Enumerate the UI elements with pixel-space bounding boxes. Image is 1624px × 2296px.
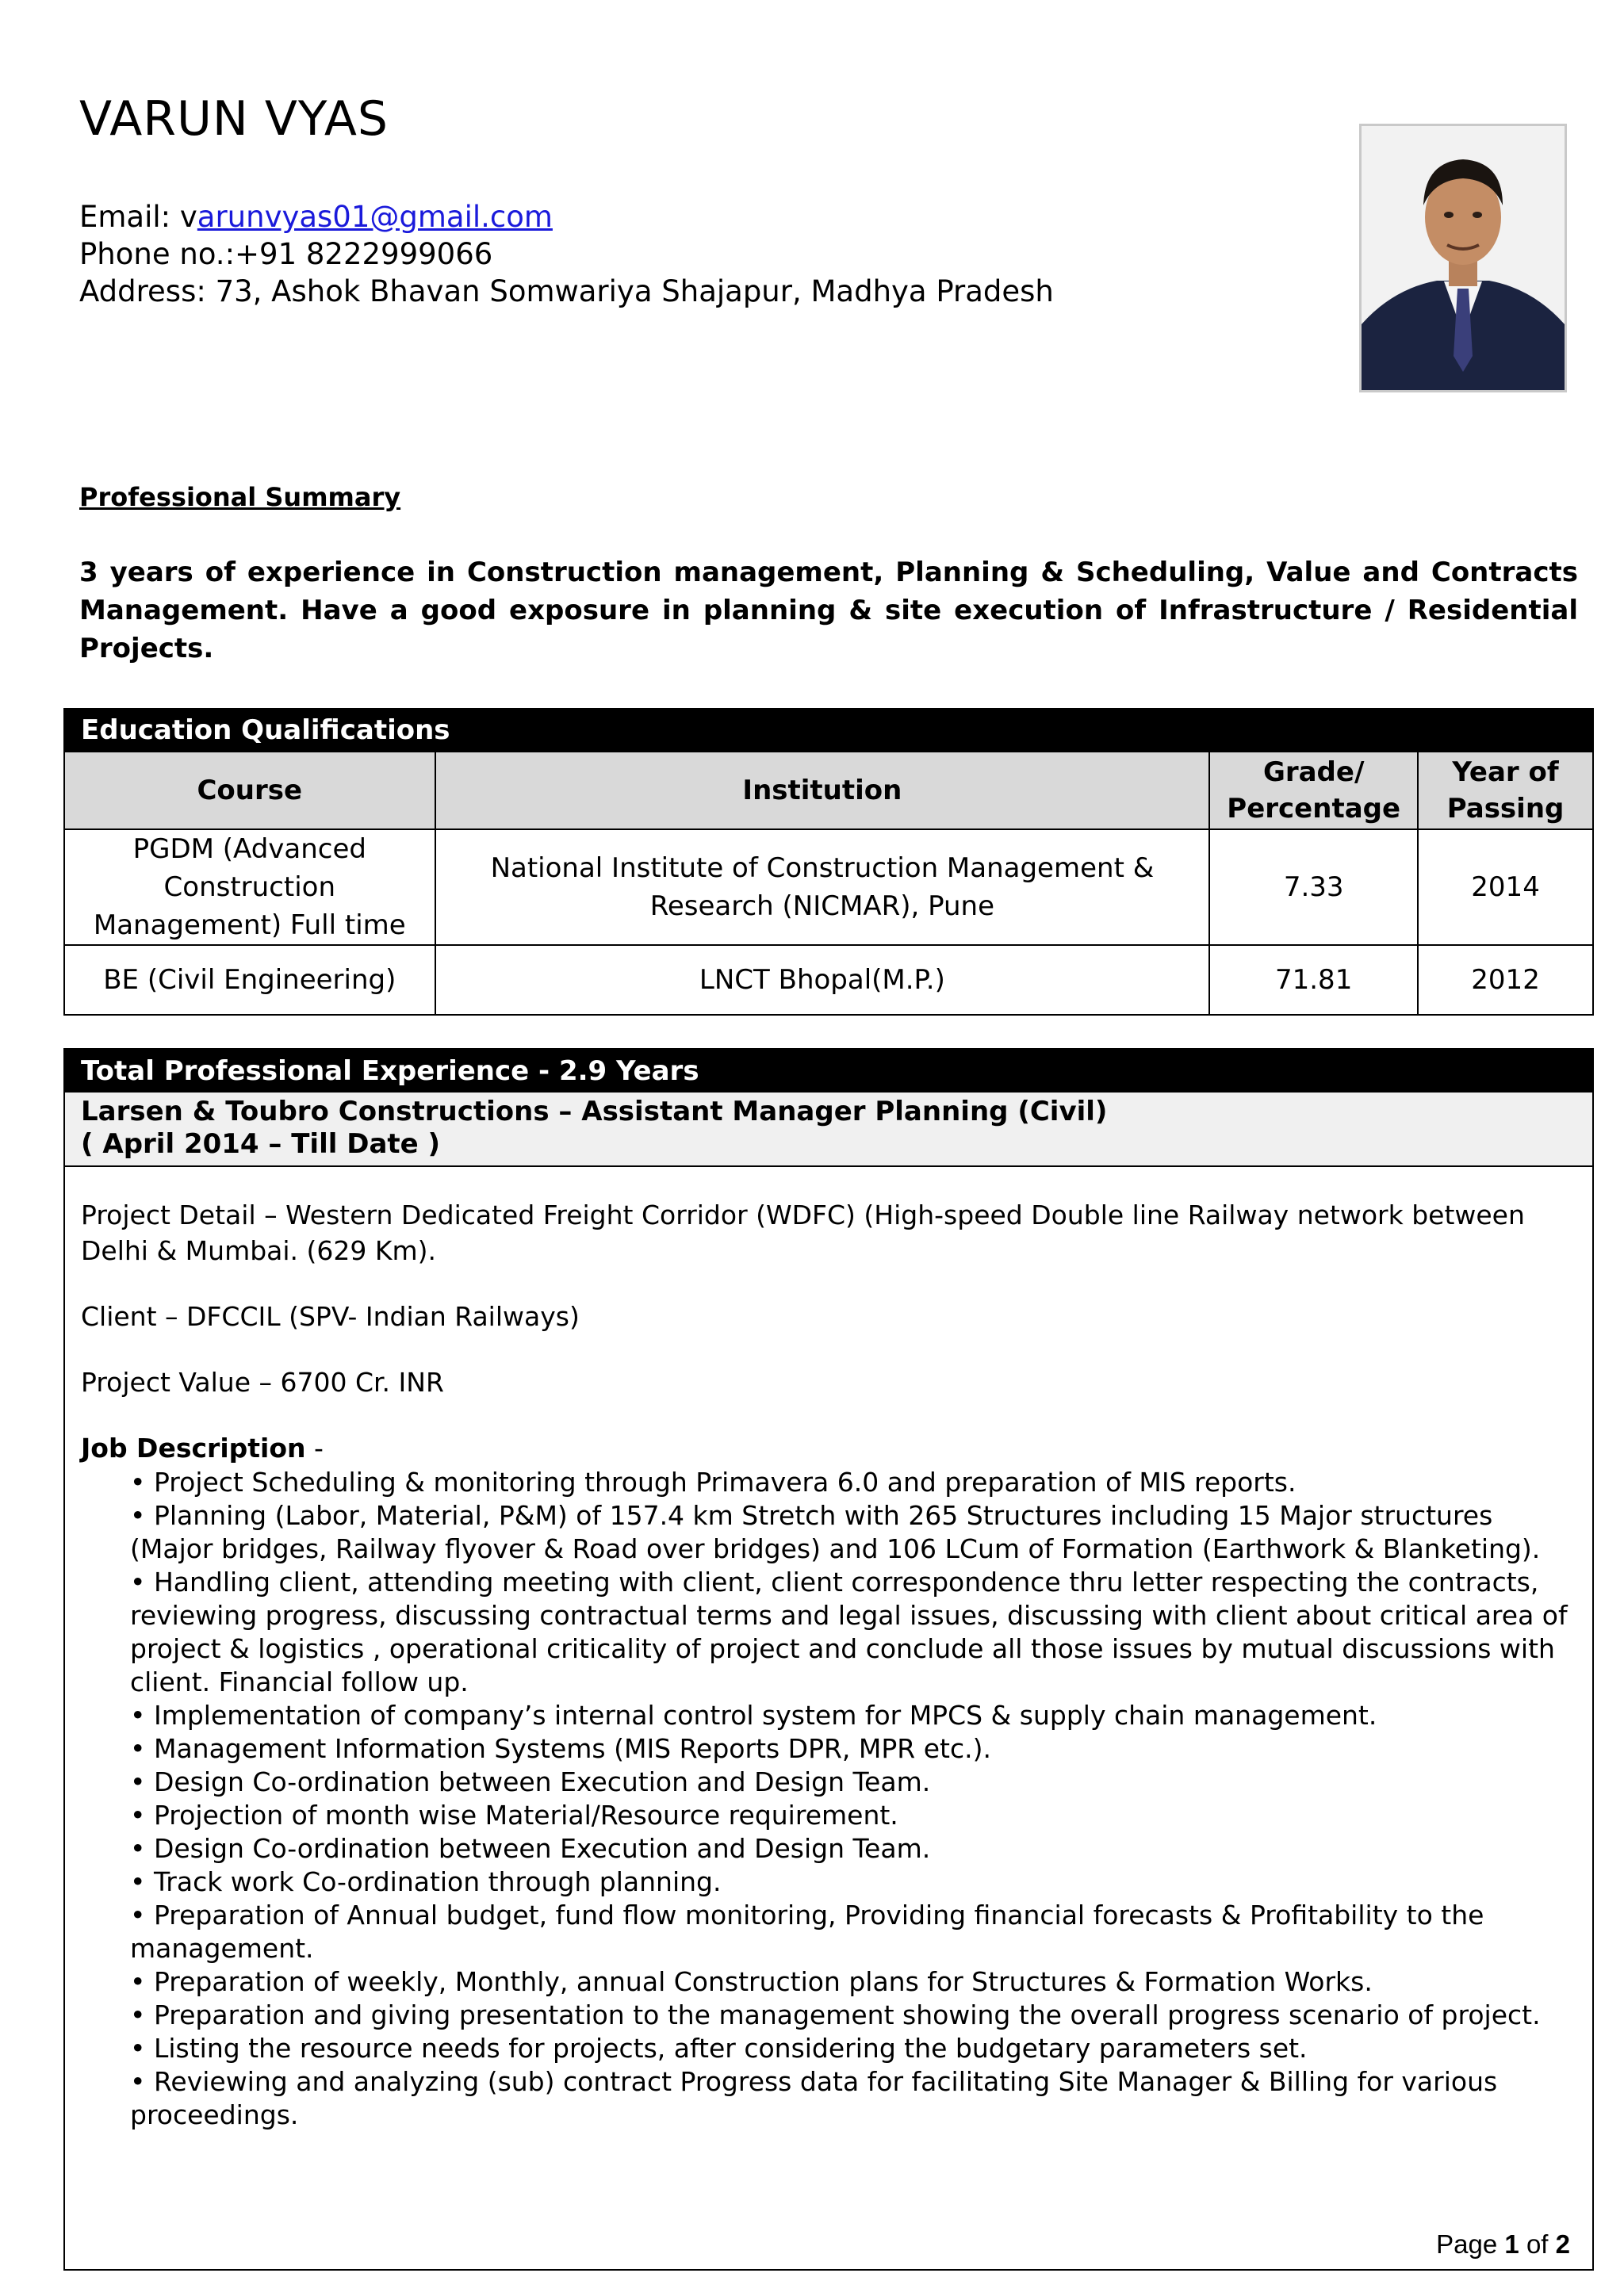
phone-line: Phone no.:+91 8222999066 — [79, 237, 493, 271]
institution-cell: National Institute of Construction Management & Research (NICMAR), Pune — [435, 829, 1210, 945]
list-item: • Track work Co-ordination through planning. — [130, 1866, 1576, 1899]
list-item: • Listing the resource needs for projects, after considering the budgetary parameters set. — [130, 2032, 1576, 2065]
education-table — [63, 708, 1594, 1016]
course-cell: PGDM (Advanced Construction Management) Full time — [64, 829, 435, 945]
experience-role — [65, 1093, 1592, 1167]
contact-block — [79, 198, 1054, 310]
project-value: Project Value – 6700 Cr. INR — [81, 1367, 444, 1398]
col-grade: Grade/ Percentage — [1209, 752, 1418, 829]
client-line: Client – DFCCIL (SPV- Indian Railways) — [81, 1301, 580, 1332]
education-header-row — [64, 752, 1593, 829]
project-detail: Project Detail – Western Dedicated Freight Corridor (WDFC) (High-speed Double line Railway network between Delhi & Mumbai. (629 Km). — [81, 1200, 1525, 1266]
table-row — [64, 945, 1593, 1015]
institution-cell: LNCT Bhopal(M.P.) — [435, 945, 1210, 1015]
experience-body — [65, 1167, 1592, 2132]
list-item: • Projection of month wise Material/Resource requirement. — [130, 1799, 1576, 1832]
email-label: Email: v — [79, 200, 197, 234]
job-description-heading: Job Description - — [81, 1433, 324, 1464]
col-year: Year of Passing — [1418, 752, 1593, 829]
role-dates: ( April 2014 – Till Date ) — [81, 1128, 441, 1160]
year-cell: 2014 — [1418, 829, 1593, 945]
job-description-list — [81, 1466, 1576, 2132]
email-line — [79, 198, 1054, 235]
profile-photo — [1359, 124, 1567, 392]
list-item: • Management Information Systems (MIS Reports DPR, MPR etc.). — [130, 1732, 1576, 1766]
list-item: • Implementation of company’s internal control system for MPCS & supply chain management. — [130, 1699, 1576, 1732]
grade-cell: 71.81 — [1209, 945, 1418, 1015]
experience-section — [63, 1048, 1594, 2271]
list-item: • Handling client, attending meeting with client, client correspondence thru letter respecting the contracts, reviewing progress, discussing contractual terms and legal issues, discussing with client about critical area of project & logistics , operational criticality of project and conclude all those issues by mutual discussions with client. Financial follow up. — [130, 1566, 1576, 1699]
summary-heading: Professional Summary — [79, 482, 401, 512]
year-cell: 2012 — [1418, 945, 1593, 1015]
table-row — [64, 829, 1593, 945]
list-item: • Planning (Labor, Material, P&M) of 157.4 km Stretch with 265 Structures including 15 Major structures (Major bridges, Railway flyover & Road over bridges) and 106 LCum of Formation (Earthwork & Blanketing). — [130, 1499, 1576, 1566]
email-link[interactable]: arunvyas01@gmail.com — [197, 200, 553, 234]
col-institution: Institution — [435, 752, 1210, 829]
list-item: • Preparation of weekly, Monthly, annual Construction plans for Structures & Formation Works. — [130, 1965, 1576, 1999]
experience-title: Total Professional Experience - 2.9 Years — [65, 1050, 1592, 1093]
list-item: • Project Scheduling & monitoring through Primavera 6.0 and preparation of MIS reports. — [130, 1466, 1576, 1499]
education-title: Education Qualifications — [64, 709, 1593, 752]
list-item: • Preparation of Annual budget, fund flow monitoring, Providing financial forecasts & Profitability to the management. — [130, 1899, 1576, 1965]
candidate-name: VARUN VYAS — [79, 91, 389, 147]
address-line: Address: 73, Ashok Bhavan Somwariya Shajapur, Madhya Pradesh — [79, 274, 1054, 308]
list-item: • Preparation and giving presentation to the management showing the overall progress scenario of project. — [130, 1999, 1576, 2032]
role-title: Larsen & Toubro Constructions – Assistant Manager Planning (Civil) — [81, 1096, 1108, 1127]
grade-cell: 7.33 — [1209, 829, 1418, 945]
list-item: • Reviewing and analyzing (sub) contract Progress data for facilitating Site Manager & Billing for various proceedings. — [130, 2065, 1576, 2132]
course-cell: BE (Civil Engineering) — [64, 945, 435, 1015]
list-item: • Design Co-ordination between Execution and Design Team. — [130, 1832, 1576, 1866]
page-number: Page 1 of 2 — [1436, 2229, 1570, 2259]
list-item: • Design Co-ordination between Execution and Design Team. — [130, 1766, 1576, 1799]
col-course: Course — [64, 752, 435, 829]
summary-text: 3 years of experience in Construction management, Planning & Scheduling, Value and Contracts Management. Have a good exposure in planning & site execution of Infrastructure / Residential Projects. — [79, 557, 1578, 664]
